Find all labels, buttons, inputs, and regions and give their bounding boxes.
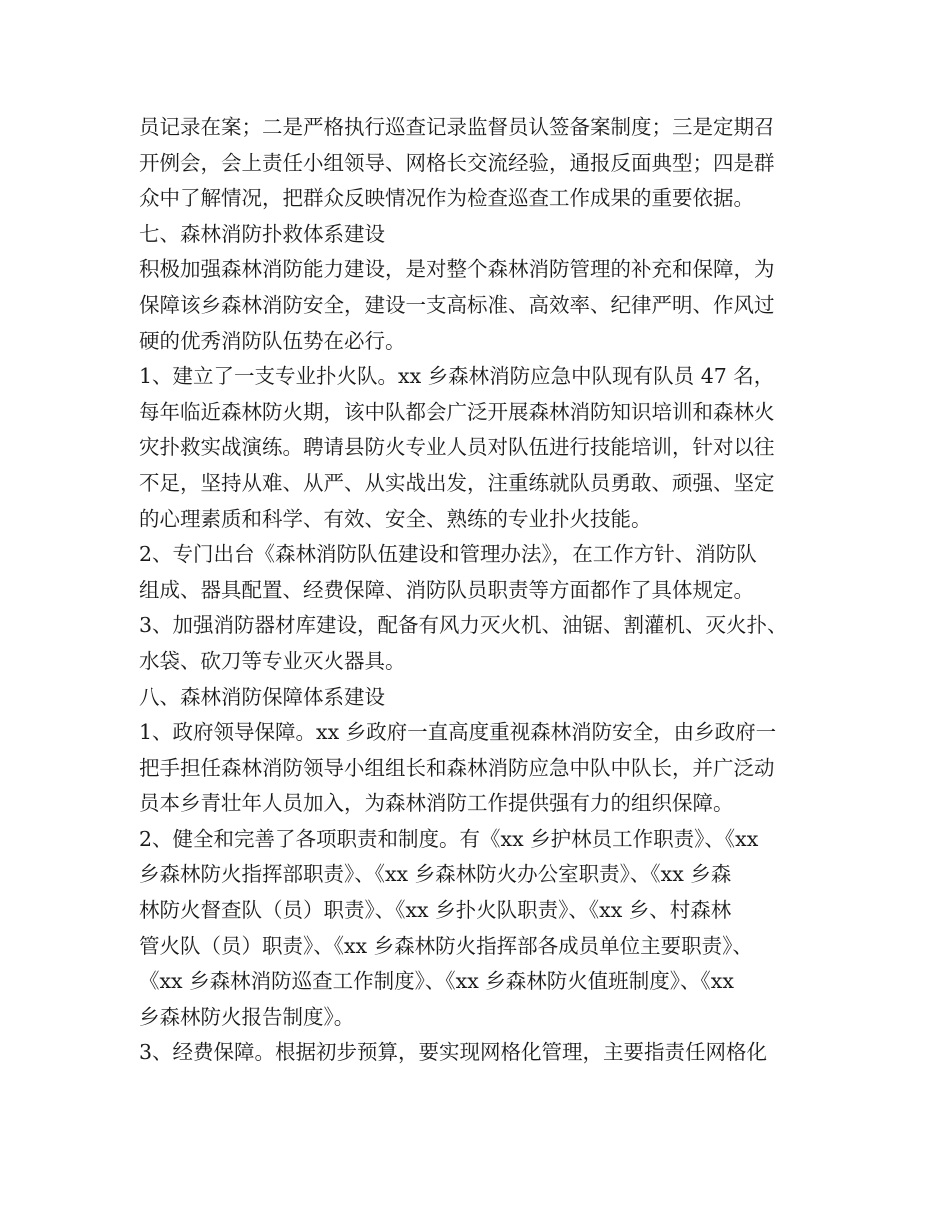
text-line: 把手担任森林消防领导小组组长和森林消防应急中队中队长，并广泛动 bbox=[139, 755, 775, 780]
text-line: 众中了解情况，把群众反映情况作为检查巡查工作成果的重要依据。 bbox=[139, 186, 754, 211]
text-line: 保障该乡森林消防安全，建设一支高标准、高效率、纪律严明、作风过 bbox=[139, 292, 775, 317]
text-line: 林防火督查队（员）职责》、《xx 乡扑火队职责》、《xx 乡、村森林 bbox=[139, 898, 732, 923]
body-text bbox=[139, 110, 829, 1071]
text-line: 《xx 乡森林消防巡查工作制度》、《xx 乡森林防火值班制度》、《xx bbox=[139, 969, 734, 994]
text-line: 管火队（员）职责》、《xx 乡森林防火指挥部各成员单位主要职责》、 bbox=[139, 933, 753, 958]
text-line: 的心理素质和科学、有效、安全、熟练的专业扑火技能。 bbox=[139, 506, 652, 531]
text-line: 3、加强消防器材库建设，配备有风力灭火机、油锯、割灌机、灭火扑、 bbox=[139, 613, 788, 638]
text-line: 硬的优秀消防队伍势在必行。 bbox=[139, 328, 406, 353]
text-line: 不足，坚持从难、从严、从实战出发，注重练就队员勇敢、顽强、坚定 bbox=[139, 470, 775, 495]
text-line: 2、健全和完善了各项职责和制度。有《xx 乡护林员工作职责》、《xx bbox=[139, 826, 759, 851]
text-line: 灾扑救实战演练。聘请县防火专业人员对队伍进行技能培训，针对以往 bbox=[139, 435, 775, 460]
text-line: 乡森林防火指挥部职责》、《xx 乡森林防火办公室职责》、《xx 乡森 bbox=[139, 862, 732, 887]
section-heading: 七、森林消防扑救体系建设 bbox=[139, 221, 385, 246]
text-line: 乡森林防火报告制度》。 bbox=[139, 1004, 355, 1029]
text-line: 2、专门出台《森林消防队伍建设和管理办法》，在工作方针、消防队 bbox=[139, 542, 757, 567]
text-line: 积极加强森林消防能力建设，是对整个森林消防管理的补充和保障，为 bbox=[139, 257, 775, 282]
text-line: 1、政府领导保障。xx 乡政府一直高度重视森林消防安全，由乡政府一 bbox=[139, 720, 777, 745]
text-line: 开例会，会上责任小组领导、网格长交流经验，通报反面典型；四是群 bbox=[139, 150, 775, 175]
text-line: 1、建立了一支专业扑火队。xx 乡森林消防应急中队现有队员 47 名， bbox=[139, 364, 775, 389]
text-line: 员记录在案；二是严格执行巡查记录监督员认签备案制度；三是定期召 bbox=[139, 115, 775, 139]
text-line: 员本乡青壮年人员加入，为森林消防工作提供强有力的组织保障。 bbox=[139, 791, 734, 816]
text-line: 每年临近森林防火期，该中队都会广泛开展森林消防知识培训和森林火 bbox=[139, 399, 775, 424]
text-line: 3、经费保障。根据初步预算，要实现网格化管理，主要指责任网格化 bbox=[139, 1040, 768, 1065]
text-line: 水袋、砍刀等专业灭火器具。 bbox=[139, 648, 406, 673]
text-line: 组成、器具配置、经费保障、消防队员职责等方面都作了具体规定。 bbox=[139, 577, 754, 602]
section-heading: 八、森林消防保障体系建设 bbox=[139, 684, 385, 709]
